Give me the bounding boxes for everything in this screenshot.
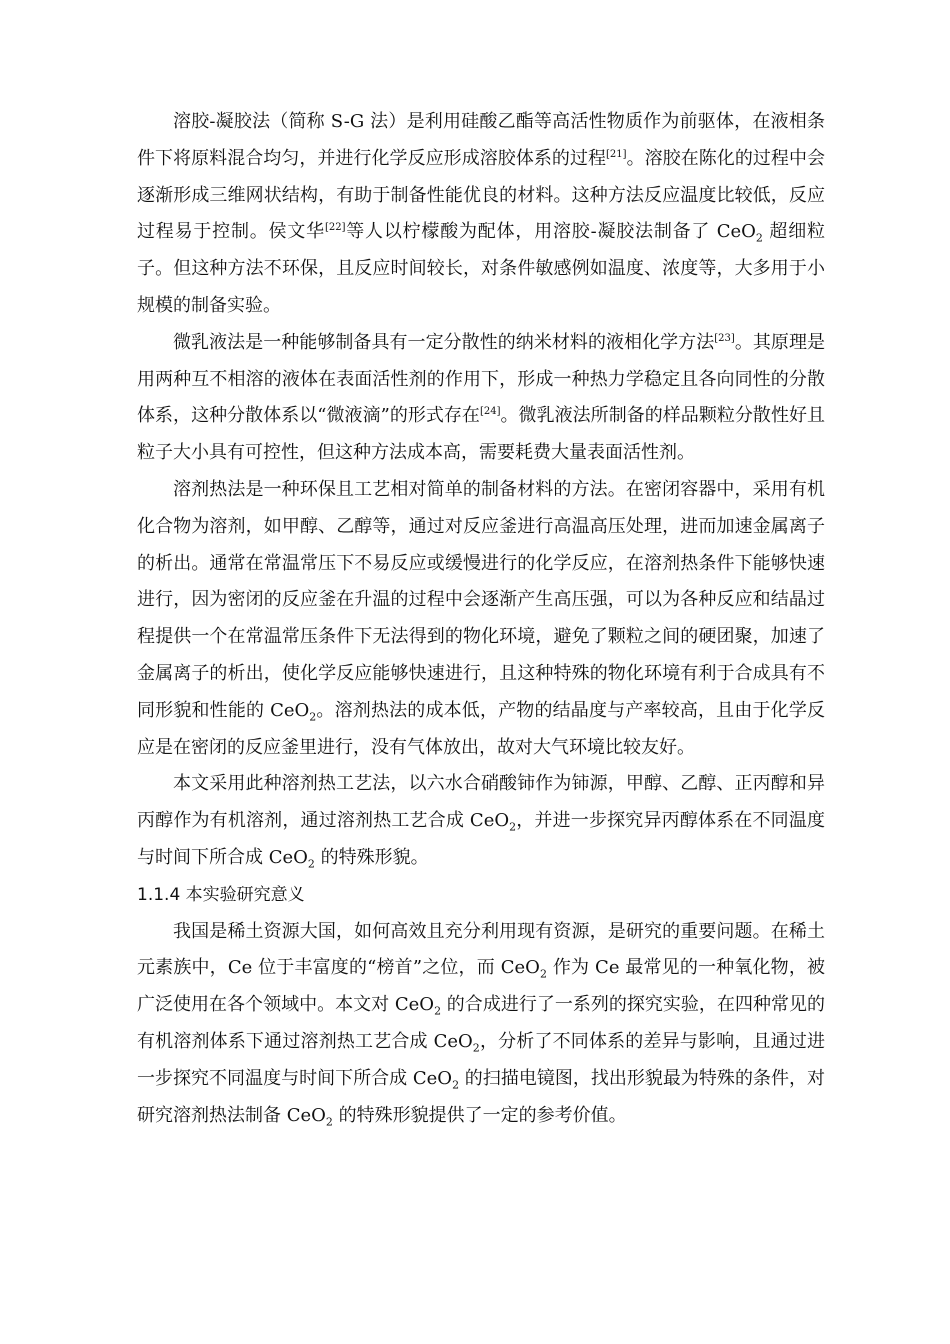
text-run: 。溶剂热法的成本低，产物的结晶度与产率较高，且由于化学反应是在密闭的反应釜里进行，没有气体放出，故对大气环境比较友好。	[137, 699, 826, 758]
text-run: 溶胶-凝胶法（简称 S-G 法）是利用硅酸乙酯等高活性物质作为前驱体，在液相条件下将原料混合均匀，并进行化学反应形成溶胶体系的过程	[137, 111, 825, 169]
text-run: ，分析了不同体系的差异与影响，且通过进一步探究不同温度与时间下所合成 CeO	[137, 1030, 825, 1089]
chemical-subscript: 2	[434, 1004, 442, 1018]
text-run: 本文采用此种溶剂热工艺法，以六水合硝酸铈作为铈源，甲醇、乙醇、正丙醇和异丙醇作为有机溶剂，通过溶剂热工艺合成 CeO	[137, 773, 825, 832]
chemical-subscript: 2	[325, 1115, 333, 1129]
text-run: 我国是稀土资源大国，如何高效且充分利用现有资源，是研究的重要问题。在稀土元素族中，Ce 位于丰富度的“榜首”之位，而 CeO	[137, 920, 825, 979]
significance-section	[137, 914, 825, 1135]
text-run: 。溶胶在陈化的过程中会逐渐形成三维网状结构，有助于制备性能优良的材料。这种方法反应温度比较低，反应过程易于控制。侯文华	[137, 147, 825, 243]
paragraph-solvothermal	[137, 472, 825, 766]
chemical-subscript: 2	[472, 1041, 480, 1055]
paragraph-microemulsion	[137, 325, 825, 472]
chemical-subscript: 2	[307, 857, 315, 871]
text-run: 微乳液法是一种能够制备具有一定分散性的纳米材料的液相化学方法	[173, 331, 715, 353]
text-run: 超细粒子。但这种方法不环保，且反应时间较长，对条件敏感例如温度、浓度等，大多用于小规模的制备实验。	[137, 221, 826, 316]
text-run: 。其原理是用两种互不相溶的液体在表面活性剂的作用下，形成一种热力学稳定且各向同性的分散体系，这种分散体系以“微液滴”的形式存在	[137, 331, 826, 427]
citation-ref: [21]	[606, 148, 627, 160]
text-run: 等人以柠檬酸为配体，用溶胶-凝胶法制备了 CeO	[345, 221, 756, 243]
text-run: 的合成进行了一系列的探究实验，在四种常见的有机溶剂体系下通过溶剂热工艺合成 CeO	[137, 994, 825, 1052]
section-heading: 1.1.4 本实验研究意义	[137, 884, 305, 905]
citation-ref: [24]	[479, 406, 501, 418]
text-run: 的特殊形貌提供了一定的参考价值。	[332, 1104, 627, 1126]
text-run: 的特殊形貌。	[314, 846, 429, 868]
chemical-subscript: 2	[309, 710, 317, 724]
paragraph-this-work	[137, 766, 825, 876]
text-run: 作为 Ce 最常见的一种氧化物，被广泛使用在各个领域中。本文对 CeO	[137, 957, 826, 1016]
paragraph-sol-gel	[137, 104, 825, 325]
text-run: 的扫描电镜图，找出形貌最为特殊的条件，对研究溶剂热法制备 CeO	[137, 1067, 825, 1126]
chemical-subscript: 2	[755, 231, 763, 245]
citation-ref: [22]	[324, 222, 346, 234]
paragraph-significance	[137, 914, 825, 1135]
chemical-subscript: 2	[539, 967, 547, 981]
text-run: 溶剂热法是一种环保且工艺相对简单的制备材料的方法。在密闭容器中，采用有机化合物为溶剂，如甲醇、乙醇等，通过对反应釜进行高温高压处理，进而加速金属离子的析出。通常在常温常压下不易反应或缓慢进行的化学反应，在溶剂热条件下能够快速进行，因为密闭的反应釜在升温的过程中会逐渐产生高压强，可以为各种反应和结晶过程提供一个在常温常压条件下无法得到的物化环境，避免了颗粒之间的硬团聚，加速了金属离子的析出，使化学反应能够快速进行，且这种特殊的物化环境有利于合成具有不同形貌和性能的 CeO	[137, 478, 825, 721]
text-run: ，并进一步探究异丙醇体系在不同温度与时间下所合成 CeO	[137, 810, 826, 868]
text-run: 。微乳液法所制备的样品颗粒分散性好且粒子大小具有可控性，但这种方法成本高，需要耗费大量表面活性剂。	[137, 405, 826, 464]
document-page	[137, 104, 825, 1134]
citation-ref: [23]	[714, 332, 735, 344]
chemical-subscript: 2	[509, 820, 517, 834]
chemical-subscript: 2	[452, 1078, 460, 1092]
method-paragraphs	[137, 104, 825, 877]
